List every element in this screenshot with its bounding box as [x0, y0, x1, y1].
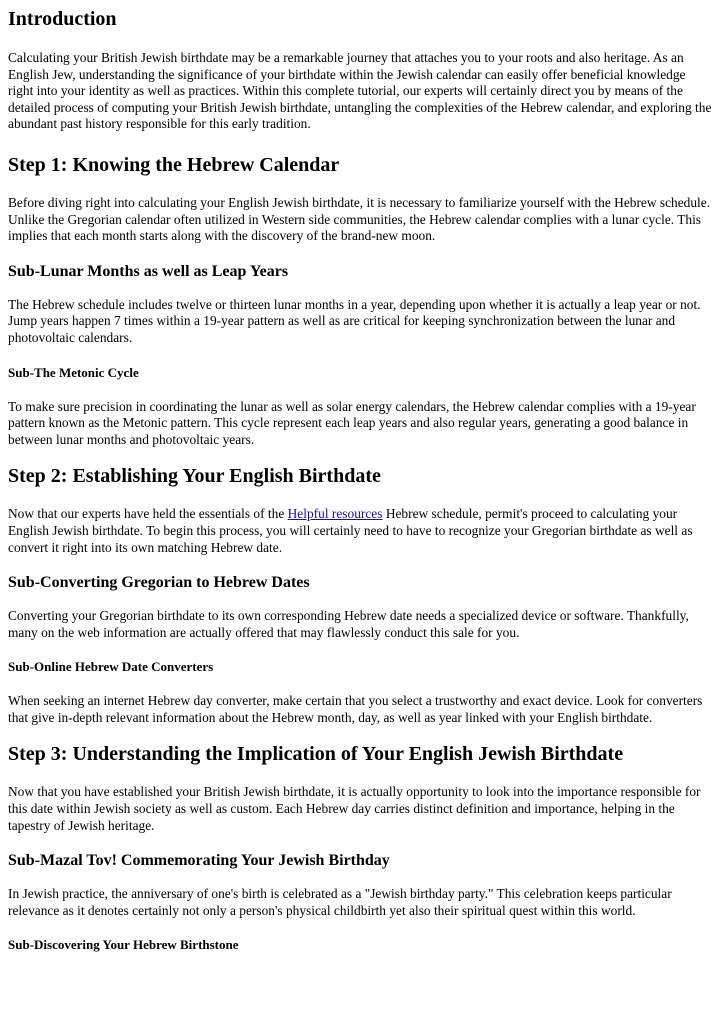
converting-dates-subheading: Sub-Converting Gregorian to Hebrew Dates — [8, 574, 310, 592]
step1-paragraph: Before diving right into calculating your English Jewish birthdate, it is necessary to familiarize yourself with the Hebrew schedule. Unlike the Gregorian calendar often utilized in Western side communities, the Hebrew calendar complies with a lunar cycle. This implies that each month starts along with the discovery of the brand-new moon. — [8, 194, 711, 244]
metonic-cycle-paragraph: To make sure precision in coordinating the lunar as well as solar energy calendars, the Hebrew calendar complies with a 19-year pattern known as the Metonic pattern. This cycle represent each leap years and also regular years, generating a good balance in between lunar months and photovoltaic years. — [8, 398, 696, 447]
step3-heading: Step 3: Understanding the Implication of Your English Jewish Birthdate — [8, 743, 624, 766]
converting-dates-paragraph: Converting your Gregorian birthdate to its own corresponding Hebrew date needs a specialized device or software. Thankfully, many on the web information are actually offered that may flawlessly conduct this sale for you. — [8, 608, 689, 640]
lunar-months-paragraph: The Hebrew schedule includes twelve or thirteen lunar months in a year, depending upon whether it is actually a leap year or not. Jump years happen 7 times within a 19-year pattern as well as are critical for keeping synchronization between the lunar and photovoltaic calendars. — [8, 296, 701, 345]
mazal-tov-subheading: Sub-Mazal Tov! Commemorating Your Jewish Birthday — [8, 852, 390, 870]
lunar-months-subheading: Sub-Lunar Months as well as Leap Years — [8, 262, 289, 280]
birthstone-subheading: Sub-Discovering Your Hebrew Birthstone — [8, 937, 239, 953]
online-converters-subheading: Sub-Online Hebrew Date Converters — [8, 659, 214, 675]
metonic-cycle-subheading: Sub-The Metonic Cycle — [8, 364, 139, 380]
step1-heading: Step 1: Knowing the Hebrew Calendar — [8, 153, 340, 176]
intro-heading: Introduction — [8, 8, 117, 30]
step2-heading: Step 2: Establishing Your English Birthdate — [8, 465, 381, 488]
intro-paragraph: Calculating your British Jewish birthdate may be a remarkable journey that attaches you to your roots and also heritage. As an English Jew, understanding the significance of your birthdate within the Jewish calendar can easily offer beneficial knowledge right into your identity as well as practices. Within this complete tutorial, our experts will certainly direct you by means of the detailed process of computing your British Jewish birthdate, untangling the complexities of the Hebrew calendar, and exploring the abundant past history responsible for this early tradition. — [8, 50, 712, 132]
step2-paragraph: Now that our experts have held the essentials of the Helpful resources Hebrew schedule, permit's proceed to calculating your English Jewish birthdate. To begin this process, you will certainly need to have to recognize your Gregorian birthdate as well as convert it right into its own matching Hebrew date. — [8, 506, 693, 555]
mazal-tov-paragraph: In Jewish practice, the anniversary of one's birth is celebrated as a "Jewish birthday party." This celebration keeps particular relevance as it denotes certainly not only a person's physical childbirth yet also their spiritual quest within this world. — [8, 886, 672, 918]
helpful-resources-link[interactable]: Helpful resources — [287, 506, 383, 522]
article — [0, 8, 720, 953]
online-converters-paragraph: When seeking an internet Hebrew day converter, make certain that you select a trustworthy and exact device. Look for converters that give in-depth relevant information about the Hebrew month, day, as well as year linked with your English birthdate. — [8, 693, 703, 725]
step3-paragraph: Now that you have established your British Jewish birthdate, it is actually opportunity to look into the importance responsible for this date within Jewish society as well as custom. Each Hebrew day carries distinct definition and importance, helping in the tapestry of Jewish heritage. — [8, 784, 701, 833]
